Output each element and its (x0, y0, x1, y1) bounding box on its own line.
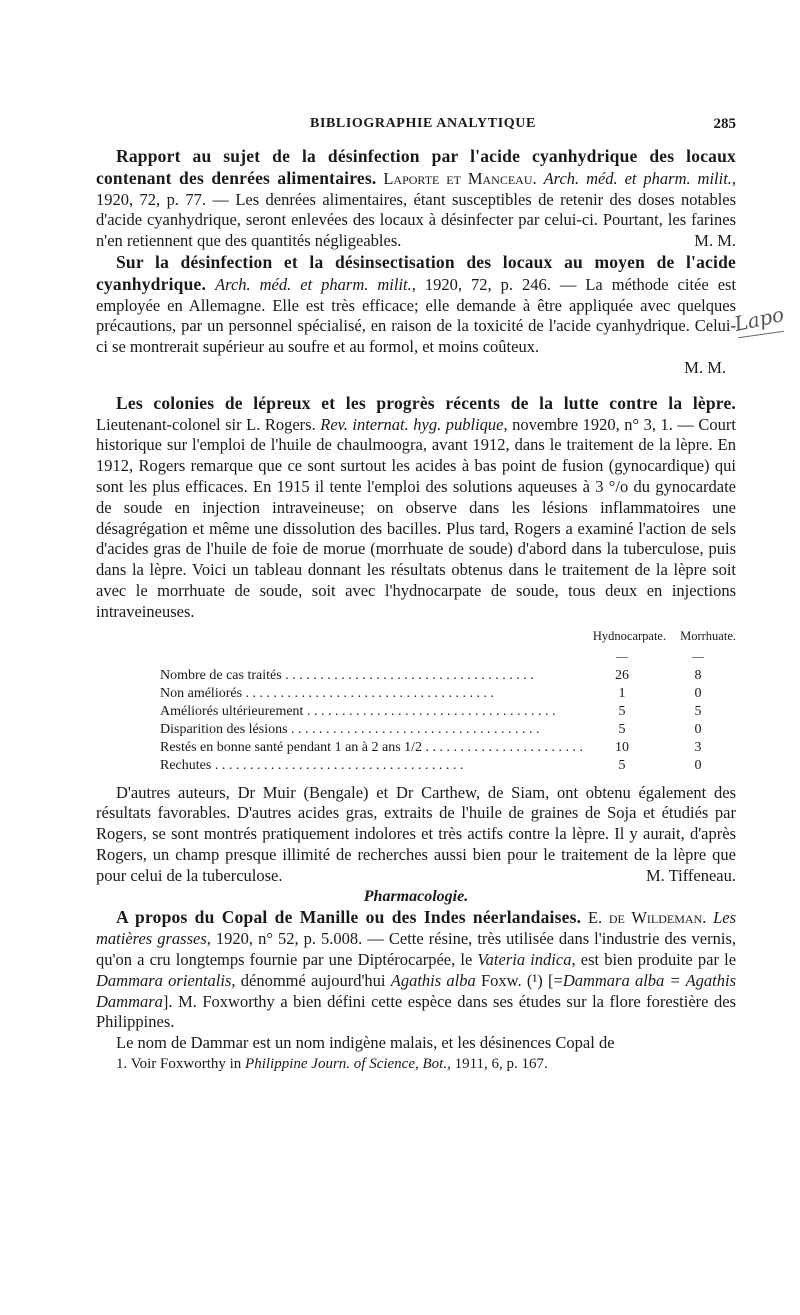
table-row (96, 721, 736, 739)
dash: — (692, 648, 704, 663)
hydnocarpate-value: 10 (615, 739, 629, 755)
column-header-morrhuate: Morrhuate. (680, 628, 736, 643)
morrhuate-value: 0 (694, 721, 702, 737)
entry-signature: M. Tiffeneau. (646, 865, 736, 885)
page-number: 285 (713, 116, 736, 132)
section-heading: Pharmacologie. (363, 887, 469, 905)
hydnocarpate-value: 5 (618, 721, 626, 737)
hydnocarpate-value: 5 (618, 703, 626, 719)
handwritten-margin-note: Lapo (732, 302, 787, 336)
entry-copal (96, 907, 736, 1033)
entry-signature: M. M. (684, 357, 726, 377)
footnote-source: Philippine Journ. of Science, Bot. (245, 1055, 448, 1072)
entry-continuation (96, 783, 736, 887)
running-title: BIBLIOGRAPHIE ANALYTIQUE (310, 116, 536, 131)
entry-source: Arch. méd. et pharm. milit. (215, 274, 412, 294)
dash: — (616, 648, 628, 663)
entry-text: — La méthode citée est employée en Allemagne. Elle est très efficace; elle demande à être appliquée avec quelques précautions, par un personnel spécialisé, en raison de la toxicité de l'acide cyanhydrique. Celui-ci se montrerait supérieur au soufre et au formol, et moins coûteux. (96, 274, 737, 357)
row-label: Rechutes . . . (160, 757, 584, 775)
footnote-text: 1. Voir Foxworthy in (116, 1055, 242, 1072)
row-label: Nombre de cas traités . . . (160, 667, 584, 685)
paragraph: Le nom de Dammar est un nom indigène malais, et les désinences Copal de (116, 1033, 615, 1053)
entry-text: ]. M. Foxworthy a bien défini cette espèce dans ses études sur la flore forestière des Philippines. (96, 991, 736, 1032)
table-row (96, 703, 736, 721)
species-name: Agathis alba (390, 970, 476, 990)
entry-title: Les colonies de lépreux et les progrès récents de la lutte contre la lèpre. (116, 392, 736, 413)
entry-text: — Court historique sur l'emploi de l'huile de chaulmoogra, avant 1912, dans le traitement de la lèpre. En 1912, Rogers remarque que ce sont surtout les acides à bas point de fusion (gynocardique) qui sont les plus efficaces. En 1915 il tente l'emploi des solutions aqueuses à 3 °/o du gynocardate de soude en injection intraveineuse; on observe dans les lésions inflammatoires une désagrégation et même une dissolution des bacilles. Plus tard, Rogers a examiné l'action de sels d'acides gras de l'huile de foie de morue (morrhuate de soude) d'abord dans la tuberculose, puis dans la lèpre. Voici un tableau donnant les résultats obtenus dans le traitement de la lèpre soit avec le morrhuate de soude, soit avec l'hydnocarpate de soude, tous deux en injections intraveineuses. (96, 414, 737, 621)
entry-desinsectisation (96, 252, 736, 358)
entry-lepreux (96, 393, 736, 623)
morrhuate-value: 3 (694, 739, 702, 755)
entry-ref: , novembre 1920, n° 3, 1. (503, 414, 673, 434)
row-label: Non améliorés . . . (160, 685, 584, 703)
entry-ref: , 1920, n° 52, p. 5.008. (206, 929, 363, 949)
species-name: Dammara orientalis (96, 970, 232, 990)
entry-signature: M. M. (694, 231, 736, 251)
entry-author: Laporte et Manceau. (383, 168, 537, 188)
entry-ref: , 1920, 72, p. 246. (411, 274, 551, 294)
results-table (96, 627, 736, 775)
table-header-dashes (96, 647, 736, 665)
entry-source: Rev. internat. hyg. publique (320, 414, 504, 434)
morrhuate-value: 8 (694, 667, 702, 683)
row-label: Restés en bonne santé pendant 1 an à 2 ans 1/2 . . . (160, 739, 584, 757)
entry-laporte (96, 146, 736, 252)
entry-title: Sur la désinfection et la désinsectisation des locaux au moyen de l'acide cyanhydrique. (96, 251, 736, 294)
entry-source: Arch. méd. et pharm. milit. (543, 168, 732, 188)
column-header-hydnocarpate: Hydnocarpate. (592, 628, 667, 643)
spacer (96, 379, 736, 393)
entry-title: A propos du Copal de Manille ou des Indes néerlandaises. (116, 907, 582, 928)
table-header (96, 627, 736, 645)
species-name: Vateria indica (477, 949, 572, 969)
entry-text: , est bien produite par le (571, 949, 737, 969)
row-label: Disparition des lésions . . . (160, 721, 584, 739)
entry-ref: , 1920, 72, p. 77. (96, 168, 737, 209)
morrhuate-value: 5 (694, 703, 702, 719)
entry-text: , dénommé aujourd'hui (231, 970, 386, 990)
entry-source: Les matières grasses (96, 908, 737, 949)
entry-author: Lieutenant-colonel sir L. Rogers. (96, 414, 316, 434)
table-row (96, 757, 736, 775)
page-body (96, 146, 736, 1075)
hydnocarpate-value: 5 (618, 757, 626, 773)
species-name: Dammara alba = Agathis Dammara (96, 970, 737, 1011)
footnote (96, 1054, 736, 1075)
entry-text: — Les denrées alimentaires, étant susceptibles de retenir des doses notables d'acide cyanhydrique, seront enlevées des locaux à désinfecter par celui-ci. Pourtant, les farines n'en retiennent que des quantités négligeables. (96, 189, 737, 251)
table-row (96, 685, 736, 703)
table-row (96, 739, 736, 757)
running-header (96, 116, 736, 138)
morrhuate-value: 0 (694, 685, 702, 701)
entry-text: Foxw. (¹) [= (480, 970, 563, 990)
entry-title: Rapport au sujet de la désinfection par l'acide cyanhydrique des locaux contenant des denrées alimentaires. (96, 146, 736, 188)
hydnocarpate-value: 1 (618, 685, 626, 701)
entry-text: D'autres auteurs, Dr Muir (Bengale) et Dr Carthew, de Siam, ont obtenu également des résultats favorables. D'autres acides gras, extraits de l'huile de graines de Soja et étudiés par Rogers, se sont montrés pratiquement indolores et très actifs contre la lèpre. Il y aurait, d'après Rogers, un champ presque illimité de recherches aussi bien pour le traitement de la lèpre que pour celui de la tuberculose. (96, 782, 736, 885)
row-label: Améliorés ultérieurement . . . (160, 703, 584, 721)
table-row (96, 667, 736, 685)
hydnocarpate-value: 26 (615, 667, 629, 683)
entry-author: E. de Wildeman. (587, 908, 707, 928)
morrhuate-value: 0 (694, 757, 702, 773)
entry-text: — Cette résine, très utilisée dans l'industrie des vernis, qu'on a cru longtemps fournie par une Diptérocarpée, le (96, 929, 736, 969)
footnote-ref: , 1911, 6, p. 167. (447, 1055, 548, 1072)
